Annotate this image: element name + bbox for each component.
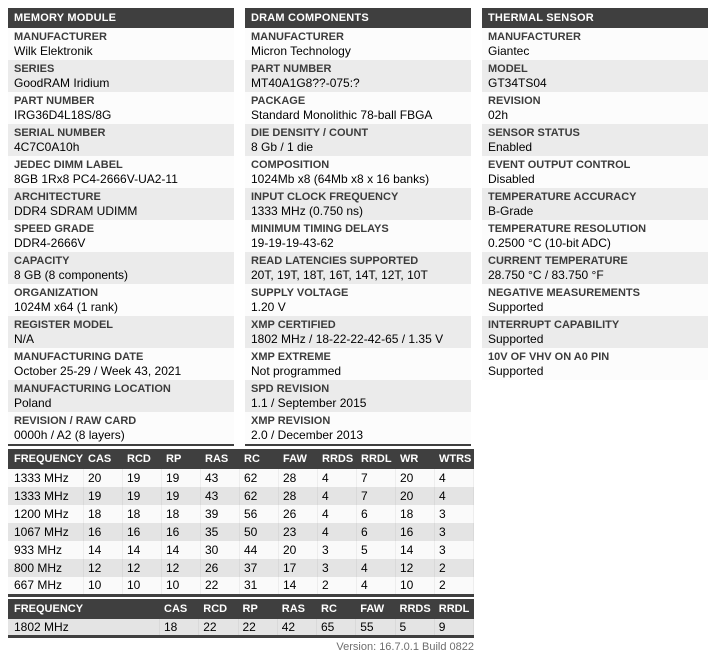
info-row-label: PACKAGE	[251, 95, 306, 107]
column-header: RCD	[123, 449, 162, 469]
table-cell: 42	[278, 619, 317, 637]
table-row	[8, 523, 474, 541]
table-cell: 44	[240, 541, 279, 559]
table-cell: 12	[84, 559, 123, 577]
table-cell: 62	[240, 487, 279, 505]
column-header: FREQUENCY	[8, 449, 84, 469]
table-cell: 2	[318, 577, 357, 595]
table-cell: 4	[318, 487, 357, 505]
table-cell: 56	[240, 505, 279, 523]
table-cell: 37	[240, 559, 279, 577]
table-cell: 50	[240, 523, 279, 541]
info-row	[482, 124, 708, 156]
info-row-label: XMP EXTREME	[251, 351, 331, 363]
table-cell: 35	[201, 523, 240, 541]
info-row-label: SPEED GRADE	[14, 223, 95, 235]
table-cell: 12	[123, 559, 162, 577]
table-cell: 55	[356, 619, 395, 637]
table-cell: 20	[84, 469, 123, 487]
info-row-label: CURRENT TEMPERATURE	[488, 255, 628, 267]
table-cell: 933 MHz	[8, 541, 84, 559]
table-cell: 14	[123, 541, 162, 559]
info-row	[8, 220, 234, 252]
column-header: RRDS	[318, 449, 357, 469]
column-header: FAW	[356, 599, 395, 619]
info-row-label: EVENT OUTPUT CONTROL	[488, 159, 631, 171]
info-row	[8, 284, 234, 316]
info-row-value: 2.0 / December 2013	[251, 428, 364, 442]
info-row-value: 0.2500 °C (10-bit ADC)	[488, 236, 611, 250]
info-row-label: TEMPERATURE RESOLUTION	[488, 223, 647, 235]
table-cell: 10	[84, 577, 123, 595]
table-cell: 28	[279, 469, 318, 487]
column-header: WR	[396, 449, 435, 469]
info-row-value: Not programmed	[251, 364, 342, 378]
table-cell: 65	[317, 619, 356, 637]
info-row	[8, 412, 234, 444]
info-row	[8, 60, 234, 92]
info-row-value: IRG36D4L18S/8G	[14, 108, 112, 122]
info-row-label: PART NUMBER	[251, 63, 332, 75]
table-cell: 14	[279, 577, 318, 595]
info-row-value: 20T, 19T, 18T, 16T, 14T, 12T, 10T	[251, 268, 428, 282]
info-row-label: PART NUMBER	[14, 95, 95, 107]
table-cell: 19	[123, 469, 162, 487]
info-row-label: SERIES	[14, 63, 55, 75]
column-header: RP	[162, 449, 201, 469]
info-row-label: SUPPLY VOLTAGE	[251, 287, 349, 299]
table-cell: 3	[435, 523, 474, 541]
info-row	[8, 380, 234, 412]
info-row	[245, 220, 471, 252]
table-cell: 3	[435, 541, 474, 559]
table-cell: 10	[162, 577, 201, 595]
info-row	[482, 28, 708, 60]
table-cell: 5	[396, 619, 435, 637]
info-row-value: GoodRAM Iridium	[14, 76, 110, 90]
table-cell: 3	[318, 559, 357, 577]
column-header: RRDL	[357, 449, 396, 469]
info-row	[245, 284, 471, 316]
info-row-label: MANUFACTURING DATE	[14, 351, 144, 363]
table-cell: 19	[162, 487, 201, 505]
table-row	[8, 559, 474, 577]
table-cell: 6	[357, 505, 396, 523]
xmp-timing-table	[8, 599, 474, 639]
panel-dram-components-title: DRAM COMPONENTS	[245, 8, 471, 28]
info-row-value: 28.750 °C / 83.750 °F	[488, 268, 604, 282]
info-row	[245, 380, 471, 412]
table-cell: 18	[123, 505, 162, 523]
table-cell: 4	[318, 505, 357, 523]
table-cell: 62	[240, 469, 279, 487]
table-cell: 1333 MHz	[8, 469, 84, 487]
column-header: RRDL	[435, 599, 474, 619]
info-row-value: 1024M x64 (1 rank)	[14, 300, 119, 314]
info-row	[245, 156, 471, 188]
info-row-value: 8 Gb / 1 die	[251, 140, 314, 154]
table-cell: 16	[396, 523, 435, 541]
info-row	[245, 412, 471, 444]
info-row-value: 4C7C0A10h	[14, 140, 80, 154]
table-cell: 19	[123, 487, 162, 505]
info-row	[8, 124, 234, 156]
table-cell: 16	[84, 523, 123, 541]
jedec-timing-table-header-row	[8, 449, 474, 469]
info-row	[245, 60, 471, 92]
info-row-label: SPD REVISION	[251, 383, 330, 395]
info-row-value: N/A	[14, 332, 35, 346]
column-header: FAW	[279, 449, 318, 469]
panel-dram-components-rows	[245, 28, 471, 444]
info-row-value: GT34TS04	[488, 76, 547, 90]
info-row	[482, 348, 708, 380]
table-cell: 31	[240, 577, 279, 595]
column-header: RP	[239, 599, 278, 619]
info-row-label: REVISION / RAW CARD	[14, 415, 137, 427]
table-cell: 1333 MHz	[8, 487, 84, 505]
version-label: Version: 16.7.0.1 Build 0822	[336, 641, 474, 653]
info-row	[245, 316, 471, 348]
table-cell: 26	[279, 505, 318, 523]
xmp-timing-table-header-row	[8, 599, 474, 619]
table-cell: 14	[396, 541, 435, 559]
table-cell: 19	[84, 487, 123, 505]
info-row-label: XMP REVISION	[251, 415, 331, 427]
info-row-value: 0000h / A2 (8 layers)	[14, 428, 125, 442]
column-header: FREQUENCY	[8, 599, 160, 619]
column-header: RC	[240, 449, 279, 469]
table-cell: 4	[435, 487, 474, 505]
column-header: RRDS	[396, 599, 435, 619]
info-row	[245, 188, 471, 220]
info-row-label: MANUFACTURER	[488, 31, 581, 43]
info-row-value: Micron Technology	[251, 44, 351, 58]
table-cell: 3	[318, 541, 357, 559]
info-row-label: NEGATIVE MEASUREMENTS	[488, 287, 640, 299]
info-row-value: 1.1 / September 2015	[251, 396, 367, 410]
info-row-label: INPUT CLOCK FREQUENCY	[251, 191, 399, 203]
panel-dram-components	[245, 8, 471, 446]
table-cell: 2	[435, 559, 474, 577]
info-row-label: REGISTER MODEL	[14, 319, 114, 331]
table-cell: 5	[357, 541, 396, 559]
table-row	[8, 505, 474, 523]
info-row-label: COMPOSITION	[251, 159, 330, 171]
info-row-value: 19-19-19-43-62	[251, 236, 334, 250]
panel-memory-module	[8, 8, 234, 446]
info-row	[482, 252, 708, 284]
info-row-value: 1333 MHz (0.750 ns)	[251, 204, 364, 218]
table-cell: 10	[396, 577, 435, 595]
info-row-label: JEDEC DIMM LABEL	[14, 159, 123, 171]
table-cell: 4	[318, 469, 357, 487]
table-cell: 20	[279, 541, 318, 559]
panel-memory-module-title: MEMORY MODULE	[8, 8, 234, 28]
timing-tables	[8, 449, 474, 653]
table-cell: 18	[162, 505, 201, 523]
table-row	[8, 619, 474, 637]
info-row	[8, 252, 234, 284]
table-cell: 26	[201, 559, 240, 577]
table-cell: 667 MHz	[8, 577, 84, 595]
column-header: RC	[317, 599, 356, 619]
table-cell: 22	[201, 577, 240, 595]
info-row	[482, 156, 708, 188]
table-cell: 43	[201, 469, 240, 487]
table-cell: 1067 MHz	[8, 523, 84, 541]
info-panels	[8, 8, 708, 446]
table-cell: 43	[201, 487, 240, 505]
table-cell: 800 MHz	[8, 559, 84, 577]
info-row-value: Enabled	[488, 140, 533, 154]
info-row-value: 1.20 V	[251, 300, 286, 314]
info-row-label: ARCHITECTURE	[14, 191, 101, 203]
info-row-label: MANUFACTURER	[14, 31, 107, 43]
column-header: WTRS	[435, 449, 474, 469]
info-row	[482, 92, 708, 124]
table-cell: 12	[396, 559, 435, 577]
info-row	[245, 28, 471, 60]
info-row-value: 1024Mb x8 (64Mb x8 x 16 banks)	[251, 172, 430, 186]
info-row	[245, 92, 471, 124]
info-row-value: 8 GB (8 components)	[14, 268, 129, 282]
table-cell: 1802 MHz	[8, 619, 160, 637]
table-cell: 7	[357, 487, 396, 505]
info-row	[8, 316, 234, 348]
info-row	[8, 188, 234, 220]
info-row	[245, 348, 471, 380]
table-cell: 4	[435, 469, 474, 487]
info-row-label: READ LATENCIES SUPPORTED	[251, 255, 419, 267]
info-row-value: Supported	[488, 332, 544, 346]
info-row-label: REVISION	[488, 95, 541, 107]
info-row-value: Giantec	[488, 44, 530, 58]
table-cell: 16	[123, 523, 162, 541]
table-cell: 20	[396, 487, 435, 505]
column-header: RAS	[201, 449, 240, 469]
table-cell: 30	[201, 541, 240, 559]
info-row-value: Supported	[488, 300, 544, 314]
info-row-label: SENSOR STATUS	[488, 127, 580, 139]
info-row-label: TEMPERATURE ACCURACY	[488, 191, 637, 203]
table-row	[8, 541, 474, 559]
info-row-value: B-Grade	[488, 204, 534, 218]
info-row-label: SERIAL NUMBER	[14, 127, 106, 139]
panel-thermal-sensor-title: THERMAL SENSOR	[482, 8, 708, 28]
table-cell: 18	[396, 505, 435, 523]
column-header: RAS	[278, 599, 317, 619]
info-row-label: INTERRUPT CAPABILITY	[488, 319, 620, 331]
table-row	[8, 577, 474, 595]
info-row	[245, 252, 471, 284]
info-row-value: Poland	[14, 396, 52, 410]
table-cell: 10	[123, 577, 162, 595]
table-cell: 12	[162, 559, 201, 577]
info-row-value: 8GB 1Rx8 PC4-2666V-UA2-11	[14, 172, 178, 186]
info-row-value: Disabled	[488, 172, 535, 186]
info-row	[8, 28, 234, 60]
table-row	[8, 469, 474, 487]
table-cell: 1200 MHz	[8, 505, 84, 523]
info-row-label: MANUFACTURER	[251, 31, 344, 43]
table-cell: 4	[318, 523, 357, 541]
info-row-label: ORGANIZATION	[14, 287, 99, 299]
table-cell: 14	[162, 541, 201, 559]
info-row-label: XMP CERTIFIED	[251, 319, 336, 331]
table-cell: 19	[162, 469, 201, 487]
info-row-value: DDR4 SDRAM UDIMM	[14, 204, 138, 218]
info-row	[482, 60, 708, 92]
info-row	[8, 348, 234, 380]
info-row	[482, 188, 708, 220]
table-cell: 20	[396, 469, 435, 487]
info-row-value: Standard Monolithic 78-ball FBGA	[251, 108, 433, 122]
column-header: CAS	[160, 599, 199, 619]
info-row-value: 1802 MHz / 18-22-22-42-65 / 1.35 V	[251, 332, 444, 346]
info-row-value: Supported	[488, 364, 544, 378]
column-header: CAS	[84, 449, 123, 469]
table-cell: 4	[357, 559, 396, 577]
panel-thermal-sensor-rows	[482, 28, 708, 380]
info-row	[8, 92, 234, 124]
info-row-value: DDR4-2666V	[14, 236, 86, 250]
table-cell: 18	[160, 619, 199, 637]
table-cell: 9	[435, 619, 474, 637]
info-row	[482, 284, 708, 316]
table-cell: 3	[435, 505, 474, 523]
info-row-label: MODEL	[488, 63, 528, 75]
info-row-value: 02h	[488, 108, 509, 122]
table-cell: 14	[84, 541, 123, 559]
info-row	[245, 124, 471, 156]
table-cell: 23	[279, 523, 318, 541]
info-row-label: DIE DENSITY / COUNT	[251, 127, 369, 139]
table-cell: 7	[357, 469, 396, 487]
table-cell: 4	[357, 577, 396, 595]
info-row-label: MANUFACTURING LOCATION	[14, 383, 171, 395]
info-row	[482, 316, 708, 348]
table-cell: 6	[357, 523, 396, 541]
table-cell: 16	[162, 523, 201, 541]
table-cell: 2	[435, 577, 474, 595]
table-row	[8, 487, 474, 505]
info-row-label: CAPACITY	[14, 255, 70, 267]
jedec-timing-table	[8, 449, 474, 597]
panel-thermal-sensor	[482, 8, 708, 446]
info-row	[8, 156, 234, 188]
info-row-value: October 25-29 / Week 43, 2021	[14, 364, 182, 378]
info-row-value: Wilk Elektronik	[14, 44, 93, 58]
info-row	[482, 220, 708, 252]
info-row-label: 10V OF VHV ON A0 PIN	[488, 351, 610, 363]
table-cell: 18	[84, 505, 123, 523]
table-cell: 22	[199, 619, 238, 637]
table-cell: 22	[239, 619, 278, 637]
info-row-value: MT40A1G8??-075:?	[251, 76, 360, 90]
table-cell: 39	[201, 505, 240, 523]
info-row-label: MINIMUM TIMING DELAYS	[251, 223, 389, 235]
table-cell: 17	[279, 559, 318, 577]
panel-memory-module-rows	[8, 28, 234, 444]
column-header: RCD	[199, 599, 238, 619]
table-cell: 28	[279, 487, 318, 505]
